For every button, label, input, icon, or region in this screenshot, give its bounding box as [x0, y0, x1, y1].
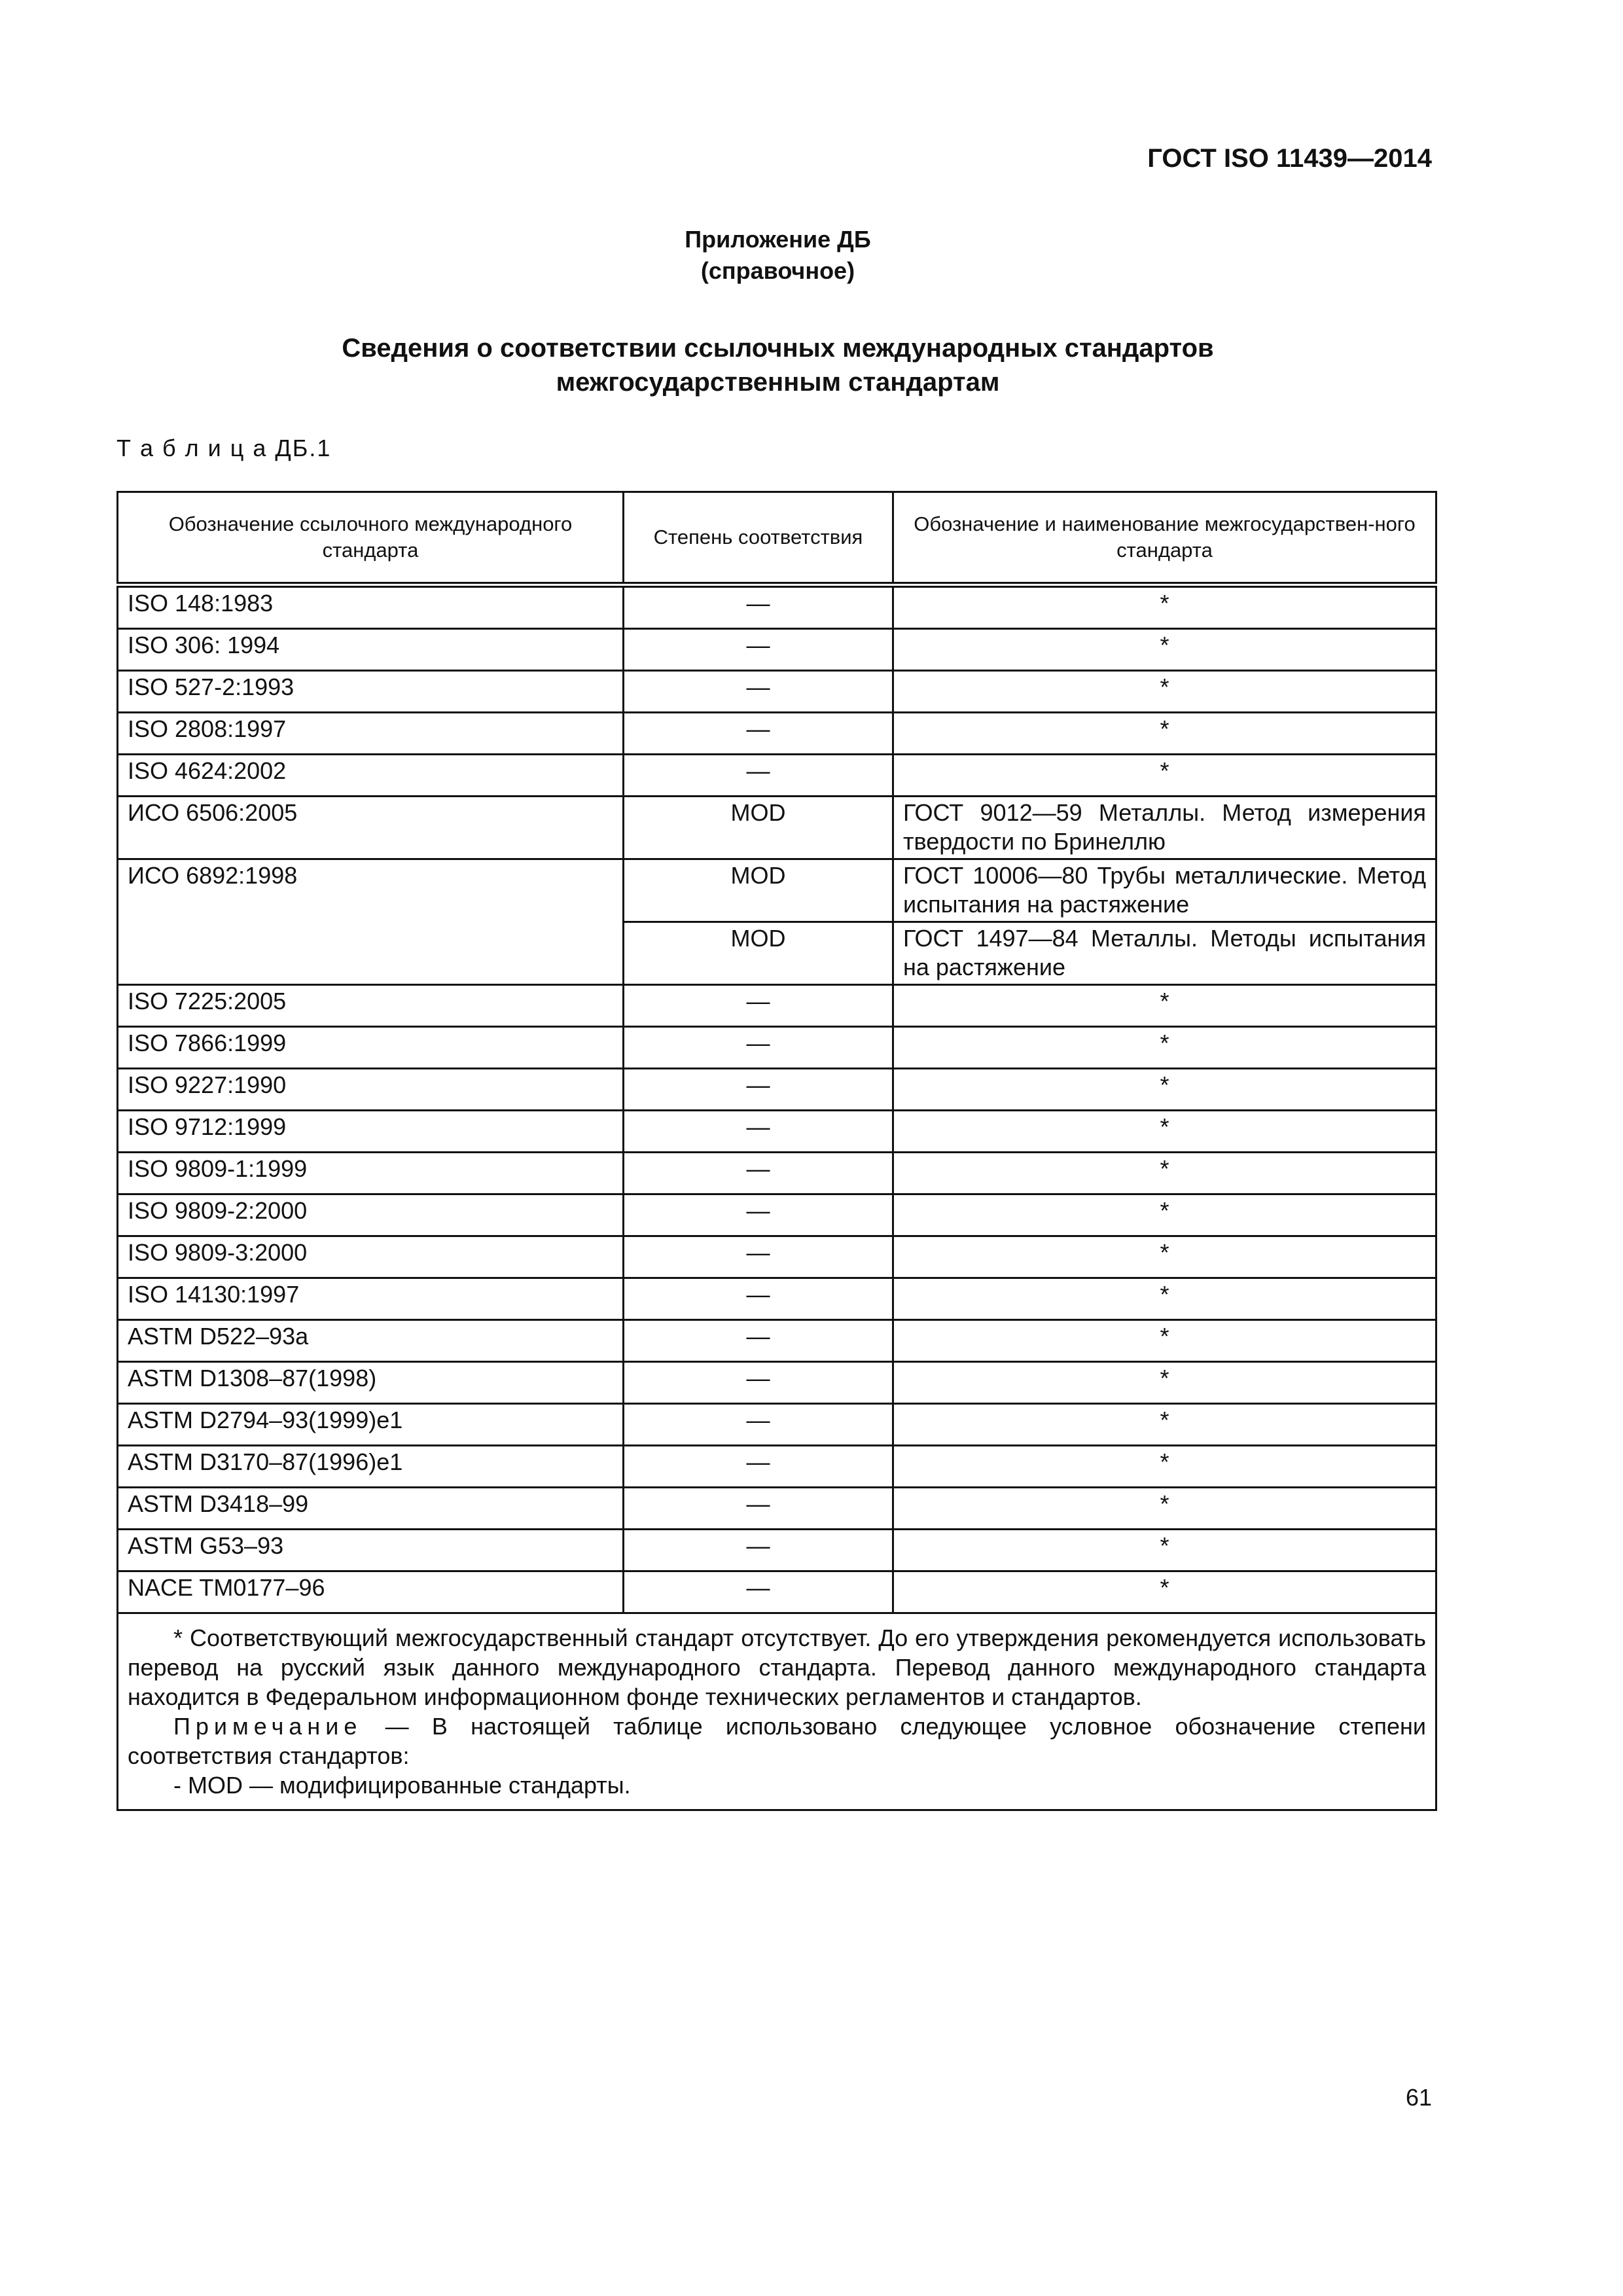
cell-degree: —	[624, 629, 893, 671]
table-row	[118, 1404, 1436, 1446]
cell-ref: ISO 2808:1997	[118, 713, 624, 755]
cell-national: ГОСТ 1497—84 Металлы. Методы испытания на растяжение	[893, 922, 1436, 985]
cell-degree: —	[624, 1320, 893, 1362]
table-row	[118, 1194, 1436, 1236]
table-row	[118, 585, 1436, 629]
cell-ref: ISO 14130:1997	[118, 1278, 624, 1320]
table-row	[118, 713, 1436, 755]
cell-degree: —	[624, 1027, 893, 1069]
cell-ref: ИСО 6506:2005	[118, 797, 624, 859]
cell-ref: ASTM D2794–93(1999)e1	[118, 1404, 624, 1446]
cell-ref: ISO 4624:2002	[118, 755, 624, 797]
note-word: Примечание	[173, 1713, 363, 1740]
cell-degree: —	[624, 1194, 893, 1236]
cell-ref: ISO 9712:1999	[118, 1111, 624, 1153]
appendix-kind: (справочное)	[700, 257, 855, 284]
cell-ref: ISO 9809-3:2000	[118, 1236, 624, 1278]
page-number: 61	[1405, 2084, 1432, 2111]
document-code: ГОСТ ISO 11439—2014	[1147, 144, 1432, 173]
table-row	[118, 1111, 1436, 1153]
table-label: Т а б л и ц а ДБ.1	[116, 435, 332, 461]
cell-degree: —	[624, 1571, 893, 1613]
cell-national: *	[893, 1362, 1436, 1404]
cell-ref: ASTM D3418–99	[118, 1488, 624, 1530]
table-row	[118, 1488, 1436, 1530]
cell-ref: ISO 9809-2:2000	[118, 1194, 624, 1236]
cell-national: *	[893, 1571, 1436, 1613]
cell-degree: —	[624, 1069, 893, 1111]
table-row	[118, 1027, 1436, 1069]
section-title-line-1: Сведения о соответствии ссылочных международных стандартов	[342, 334, 1214, 363]
table-row	[118, 1446, 1436, 1488]
cell-ref: ASTM G53–93	[118, 1530, 624, 1571]
cell-ref: ISO 148:1983	[118, 585, 624, 629]
cell-ref: NACE TM0177–96	[118, 1571, 624, 1613]
table-row	[118, 985, 1436, 1027]
cell-degree: —	[624, 1111, 893, 1153]
table-row	[118, 1320, 1436, 1362]
table-row	[118, 859, 1436, 922]
cell-national: ГОСТ 9012—59 Металлы. Метод измерения твердости по Бринеллю	[893, 797, 1436, 859]
cell-degree: —	[624, 1362, 893, 1404]
cell-degree: —	[624, 671, 893, 713]
cell-national: *	[893, 1027, 1436, 1069]
cell-national: *	[893, 1446, 1436, 1488]
note-text: — В настоящей таблице использовано следующее условное обозначение степени соответствия стандартов:	[128, 1713, 1426, 1769]
cell-degree: MOD	[624, 922, 893, 985]
cell-national: *	[893, 1069, 1436, 1111]
cell-national: *	[893, 1153, 1436, 1194]
cell-ref: ISO 7866:1999	[118, 1027, 624, 1069]
cell-national: *	[893, 755, 1436, 797]
correspondence-table	[116, 491, 1437, 1811]
note-line	[128, 1712, 1426, 1770]
cell-ref: ISO 9809-1:1999	[118, 1153, 624, 1194]
cell-degree: —	[624, 1236, 893, 1278]
cell-national: *	[893, 585, 1436, 629]
table-row	[118, 797, 1436, 859]
column-header-ref: Обозначение ссылочного международного стандарта	[118, 492, 624, 585]
cell-national: ГОСТ 10006—80 Трубы металлические. Метод испытания на растяжение	[893, 859, 1436, 922]
table-row	[118, 671, 1436, 713]
cell-ref: ISO 9227:1990	[118, 1069, 624, 1111]
footnote-row	[118, 1613, 1436, 1810]
cell-degree: —	[624, 1530, 893, 1571]
cell-national: *	[893, 713, 1436, 755]
cell-degree: —	[624, 1488, 893, 1530]
appendix-title: Приложение ДБ	[685, 226, 871, 253]
cell-ref: ASTM D522–93a	[118, 1320, 624, 1362]
table-footnote	[118, 1613, 1436, 1810]
cell-national: *	[893, 985, 1436, 1027]
cell-degree: —	[624, 755, 893, 797]
note-item: - MOD — модифицированные стандарты.	[173, 1772, 631, 1799]
cell-ref: ISO 527-2:1993	[118, 671, 624, 713]
table-row	[118, 1362, 1436, 1404]
cell-national: *	[893, 1194, 1436, 1236]
cell-degree: —	[624, 585, 893, 629]
cell-national: *	[893, 1236, 1436, 1278]
cell-national: *	[893, 1404, 1436, 1446]
cell-degree: —	[624, 1404, 893, 1446]
cell-national: *	[893, 671, 1436, 713]
cell-ref: ISO 7225:2005	[118, 985, 624, 1027]
cell-degree: —	[624, 1446, 893, 1488]
cell-degree: —	[624, 985, 893, 1027]
cell-national: *	[893, 1530, 1436, 1571]
table-row	[118, 629, 1436, 671]
cell-national: *	[893, 1320, 1436, 1362]
cell-degree: MOD	[624, 859, 893, 922]
section-title-line-2: межгосударственным стандартам	[556, 368, 1000, 397]
section-title	[0, 331, 1556, 399]
footnote-text: * Соответствующий межгосударственный стандарт отсутствует. До его утверждения рекомендуется использовать перевод на русский язык данного международного стандарта. Перевод данного международного стандарта находится в Федеральном информационном фонде технических регламентов и стандартов.	[128, 1624, 1426, 1710]
cell-degree: —	[624, 1153, 893, 1194]
table-row	[118, 1530, 1436, 1571]
table-header-row	[118, 492, 1436, 585]
cell-national: *	[893, 1111, 1436, 1153]
table-row	[118, 1571, 1436, 1613]
cell-ref: ASTM D1308–87(1998)	[118, 1362, 624, 1404]
cell-national: *	[893, 629, 1436, 671]
appendix-heading	[0, 224, 1556, 287]
table-row	[118, 1069, 1436, 1111]
table-row	[118, 755, 1436, 797]
table-row	[118, 1236, 1436, 1278]
table-row	[118, 1153, 1436, 1194]
table-row	[118, 1278, 1436, 1320]
cell-national: *	[893, 1488, 1436, 1530]
column-header-national: Обозначение и наименование межгосударствен-ного стандарта	[893, 492, 1436, 585]
cell-degree: —	[624, 713, 893, 755]
cell-ref: ASTM D3170–87(1996)e1	[118, 1446, 624, 1488]
cell-ref: ИСО 6892:1998	[118, 859, 624, 985]
cell-degree: —	[624, 1278, 893, 1320]
column-header-degree: Степень соответствия	[624, 492, 893, 585]
cell-ref: ISO 306: 1994	[118, 629, 624, 671]
cell-degree: MOD	[624, 797, 893, 859]
table-body	[118, 585, 1436, 1613]
cell-national: *	[893, 1278, 1436, 1320]
